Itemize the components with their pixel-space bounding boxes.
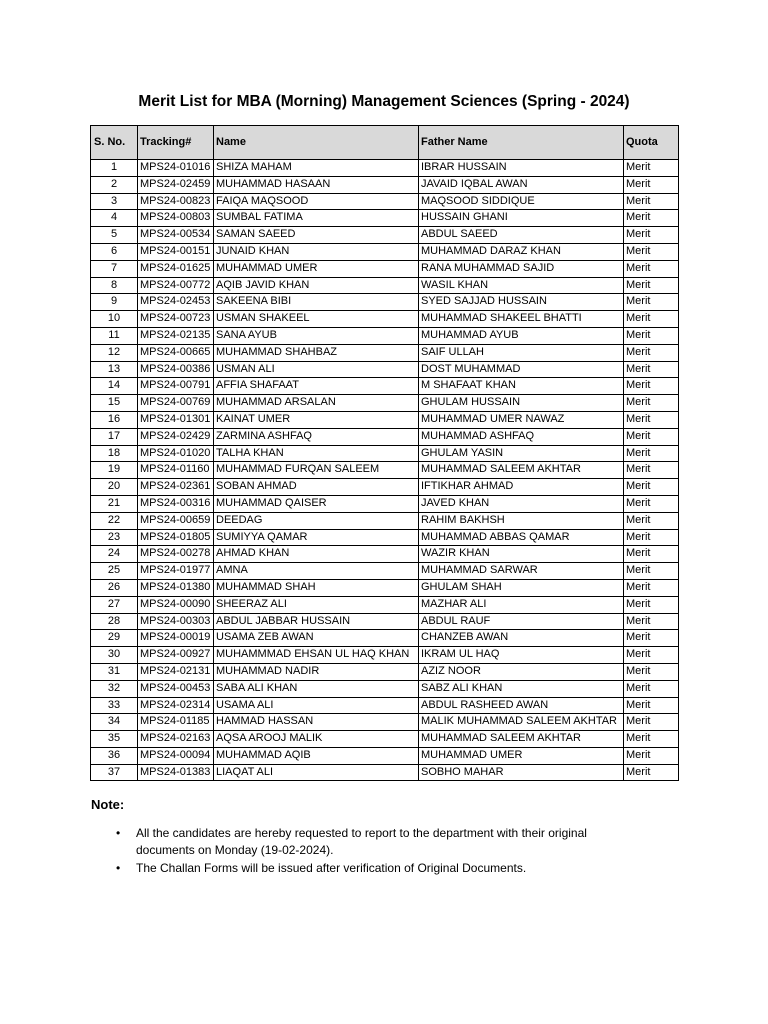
- cell-tracking: MPS24-02429: [138, 428, 214, 445]
- cell-name: MUHAMMMAD EHSAN UL HAQ KHAN: [214, 647, 419, 664]
- cell-father-name: WASIL KHAN: [419, 277, 624, 294]
- cell-name: USAMA ZEB AWAN: [214, 630, 419, 647]
- cell-name: DEEDAG: [214, 512, 419, 529]
- cell-quota: Merit: [624, 680, 679, 697]
- cell-father-name: IFTIKHAR AHMAD: [419, 479, 624, 496]
- header-tracking: Tracking#: [138, 126, 214, 160]
- cell-sno: 8: [91, 277, 138, 294]
- cell-father-name: WAZIR KHAN: [419, 546, 624, 563]
- cell-sno: 14: [91, 378, 138, 395]
- cell-quota: Merit: [624, 714, 679, 731]
- cell-tracking: MPS24-01380: [138, 579, 214, 596]
- cell-quota: Merit: [624, 277, 679, 294]
- note-item: [116, 860, 646, 877]
- cell-quota: Merit: [624, 579, 679, 596]
- cell-quota: Merit: [624, 378, 679, 395]
- table-row: [91, 160, 679, 177]
- cell-father-name: ABDUL SAEED: [419, 227, 624, 244]
- table-header-row: [91, 126, 679, 160]
- cell-name: JUNAID KHAN: [214, 243, 419, 260]
- table-row: [91, 663, 679, 680]
- cell-tracking: MPS24-02314: [138, 697, 214, 714]
- cell-name: SUMBAL FATIMA: [214, 210, 419, 227]
- notes-list: [116, 825, 646, 878]
- cell-sno: 24: [91, 546, 138, 563]
- cell-name: MUHAMMAD SHAHBAZ: [214, 344, 419, 361]
- table-row: [91, 193, 679, 210]
- cell-father-name: GHULAM SHAH: [419, 579, 624, 596]
- cell-name: SABA ALI KHAN: [214, 680, 419, 697]
- cell-sno: 32: [91, 680, 138, 697]
- table-row: [91, 647, 679, 664]
- cell-sno: 35: [91, 731, 138, 748]
- note-item: [116, 825, 646, 859]
- cell-sno: 29: [91, 630, 138, 647]
- cell-sno: 2: [91, 176, 138, 193]
- table-row: [91, 294, 679, 311]
- cell-quota: Merit: [624, 294, 679, 311]
- cell-tracking: MPS24-01625: [138, 260, 214, 277]
- cell-name: USMAN ALI: [214, 361, 419, 378]
- cell-sno: 4: [91, 210, 138, 227]
- cell-father-name: MUHAMMAD AYUB: [419, 327, 624, 344]
- cell-quota: Merit: [624, 764, 679, 781]
- cell-father-name: JAVAID IQBAL AWAN: [419, 176, 624, 193]
- cell-father-name: SYED SAJJAD HUSSAIN: [419, 294, 624, 311]
- cell-sno: 18: [91, 445, 138, 462]
- cell-quota: Merit: [624, 210, 679, 227]
- cell-tracking: MPS24-01160: [138, 462, 214, 479]
- cell-name: USAMA ALI: [214, 697, 419, 714]
- table-row: [91, 395, 679, 412]
- cell-quota: Merit: [624, 160, 679, 177]
- cell-quota: Merit: [624, 529, 679, 546]
- cell-father-name: RANA MUHAMMAD SAJID: [419, 260, 624, 277]
- cell-tracking: MPS24-01185: [138, 714, 214, 731]
- cell-name: ABDUL JABBAR HUSSAIN: [214, 613, 419, 630]
- table-row: [91, 512, 679, 529]
- cell-quota: Merit: [624, 462, 679, 479]
- table-row: [91, 260, 679, 277]
- cell-name: MUHAMMAD FURQAN SALEEM: [214, 462, 419, 479]
- table-row: [91, 731, 679, 748]
- cell-tracking: MPS24-00823: [138, 193, 214, 210]
- cell-name: MUHAMMAD ARSALAN: [214, 395, 419, 412]
- cell-father-name: ABDUL RAUF: [419, 613, 624, 630]
- cell-tracking: MPS24-00927: [138, 647, 214, 664]
- table-row: [91, 747, 679, 764]
- cell-sno: 33: [91, 697, 138, 714]
- cell-father-name: GHULAM YASIN: [419, 445, 624, 462]
- cell-father-name: RAHIM BAKHSH: [419, 512, 624, 529]
- cell-sno: 19: [91, 462, 138, 479]
- cell-sno: 30: [91, 647, 138, 664]
- cell-tracking: MPS24-02135: [138, 327, 214, 344]
- table-row: [91, 563, 679, 580]
- cell-father-name: MUHAMMAD SHAKEEL BHATTI: [419, 311, 624, 328]
- cell-quota: Merit: [624, 327, 679, 344]
- table-row: [91, 630, 679, 647]
- cell-name: ZARMINA ASHFAQ: [214, 428, 419, 445]
- table-row: [91, 579, 679, 596]
- cell-sno: 12: [91, 344, 138, 361]
- cell-sno: 36: [91, 747, 138, 764]
- cell-name: LIAQAT ALI: [214, 764, 419, 781]
- cell-quota: Merit: [624, 596, 679, 613]
- cell-tracking: MPS24-01977: [138, 563, 214, 580]
- cell-name: AFFIA SHAFAAT: [214, 378, 419, 395]
- cell-tracking: MPS24-01383: [138, 764, 214, 781]
- cell-sno: 28: [91, 613, 138, 630]
- table-row: [91, 764, 679, 781]
- table-row: [91, 227, 679, 244]
- cell-father-name: ABDUL RASHEED AWAN: [419, 697, 624, 714]
- cell-father-name: MUHAMMAD ASHFAQ: [419, 428, 624, 445]
- cell-quota: Merit: [624, 512, 679, 529]
- note-label: Note:: [91, 797, 125, 812]
- cell-father-name: M SHAFAAT KHAN: [419, 378, 624, 395]
- cell-sno: 17: [91, 428, 138, 445]
- cell-quota: Merit: [624, 546, 679, 563]
- table-row: [91, 596, 679, 613]
- cell-tracking: MPS24-01301: [138, 411, 214, 428]
- table-row: [91, 344, 679, 361]
- cell-tracking: MPS24-01016: [138, 160, 214, 177]
- cell-sno: 22: [91, 512, 138, 529]
- cell-name: FAIQA MAQSOOD: [214, 193, 419, 210]
- cell-quota: Merit: [624, 395, 679, 412]
- cell-sno: 3: [91, 193, 138, 210]
- cell-quota: Merit: [624, 630, 679, 647]
- cell-tracking: MPS24-01020: [138, 445, 214, 462]
- cell-name: SAKEENA BIBI: [214, 294, 419, 311]
- cell-father-name: CHANZEB AWAN: [419, 630, 624, 647]
- cell-tracking: MPS24-02361: [138, 479, 214, 496]
- cell-name: MUHAMMAD NADIR: [214, 663, 419, 680]
- cell-father-name: SABZ ALI KHAN: [419, 680, 624, 697]
- cell-quota: Merit: [624, 193, 679, 210]
- cell-father-name: MUHAMMAD DARAZ KHAN: [419, 243, 624, 260]
- cell-father-name: IKRAM UL HAQ: [419, 647, 624, 664]
- cell-father-name: MUHAMMAD SARWAR: [419, 563, 624, 580]
- cell-name: SHIZA MAHAM: [214, 160, 419, 177]
- cell-name: MUHAMMAD HASAAN: [214, 176, 419, 193]
- cell-father-name: MUHAMMAD UMER: [419, 747, 624, 764]
- cell-name: HAMMAD HASSAN: [214, 714, 419, 731]
- cell-quota: Merit: [624, 311, 679, 328]
- cell-father-name: MUHAMMAD ABBAS QAMAR: [419, 529, 624, 546]
- cell-quota: Merit: [624, 495, 679, 512]
- table-row: [91, 378, 679, 395]
- cell-father-name: JAVED KHAN: [419, 495, 624, 512]
- table-row: [91, 176, 679, 193]
- cell-tracking: MPS24-00791: [138, 378, 214, 395]
- cell-name: MUHAMMAD UMER: [214, 260, 419, 277]
- cell-father-name: MAQSOOD SIDDIQUE: [419, 193, 624, 210]
- table-row: [91, 697, 679, 714]
- note-text: The Challan Forms will be issued after verification of Original Documents.: [136, 861, 527, 875]
- cell-father-name: DOST MUHAMMAD: [419, 361, 624, 378]
- cell-sno: 6: [91, 243, 138, 260]
- cell-quota: Merit: [624, 731, 679, 748]
- cell-tracking: MPS24-02163: [138, 731, 214, 748]
- cell-tracking: MPS24-00019: [138, 630, 214, 647]
- cell-tracking: MPS24-00090: [138, 596, 214, 613]
- table-row: [91, 546, 679, 563]
- cell-name: AQSA AROOJ MALIK: [214, 731, 419, 748]
- table-row: [91, 411, 679, 428]
- cell-name: SUMIYYA QAMAR: [214, 529, 419, 546]
- cell-tracking: MPS24-02453: [138, 294, 214, 311]
- table-row: [91, 428, 679, 445]
- cell-tracking: MPS24-02459: [138, 176, 214, 193]
- cell-quota: Merit: [624, 479, 679, 496]
- cell-name: SHEERAZ ALI: [214, 596, 419, 613]
- cell-tracking: MPS24-00151: [138, 243, 214, 260]
- cell-tracking: MPS24-01805: [138, 529, 214, 546]
- cell-father-name: MUHAMMAD UMER NAWAZ: [419, 411, 624, 428]
- cell-name: AMNA: [214, 563, 419, 580]
- cell-sno: 15: [91, 395, 138, 412]
- cell-name: USMAN SHAKEEL: [214, 311, 419, 328]
- table-row: [91, 714, 679, 731]
- cell-name: AHMAD KHAN: [214, 546, 419, 563]
- cell-quota: Merit: [624, 411, 679, 428]
- cell-tracking: MPS24-00386: [138, 361, 214, 378]
- cell-tracking: MPS24-00769: [138, 395, 214, 412]
- cell-father-name: HUSSAIN GHANI: [419, 210, 624, 227]
- note-text: All the candidates are hereby requested to report to the department with their original documents on Monday (19-02-2024).: [136, 826, 587, 857]
- cell-quota: Merit: [624, 428, 679, 445]
- cell-name: SAMAN SAEED: [214, 227, 419, 244]
- cell-quota: Merit: [624, 227, 679, 244]
- header-quota: Quota: [624, 126, 679, 160]
- cell-name: MUHAMMAD QAISER: [214, 495, 419, 512]
- table-row: [91, 479, 679, 496]
- cell-quota: Merit: [624, 747, 679, 764]
- cell-tracking: MPS24-00453: [138, 680, 214, 697]
- cell-quota: Merit: [624, 243, 679, 260]
- cell-sno: 27: [91, 596, 138, 613]
- cell-tracking: MPS24-00278: [138, 546, 214, 563]
- cell-sno: 21: [91, 495, 138, 512]
- cell-quota: Merit: [624, 697, 679, 714]
- cell-name: KAINAT UMER: [214, 411, 419, 428]
- cell-father-name: MALIK MUHAMMAD SALEEM AKHTAR: [419, 714, 624, 731]
- cell-quota: Merit: [624, 647, 679, 664]
- cell-sno: 23: [91, 529, 138, 546]
- merit-list-table: [90, 125, 679, 781]
- cell-quota: Merit: [624, 344, 679, 361]
- table-row: [91, 327, 679, 344]
- page-title: Merit List for MBA (Morning) Management Sciences (Spring - 2024): [138, 93, 630, 110]
- table-row: [91, 613, 679, 630]
- cell-tracking: MPS24-00665: [138, 344, 214, 361]
- header-sno: S. No.: [91, 126, 138, 160]
- table-row: [91, 462, 679, 479]
- cell-sno: 5: [91, 227, 138, 244]
- cell-sno: 26: [91, 579, 138, 596]
- table-row: [91, 445, 679, 462]
- cell-name: MUHAMMAD AQIB: [214, 747, 419, 764]
- cell-father-name: IBRAR HUSSAIN: [419, 160, 624, 177]
- cell-sno: 10: [91, 311, 138, 328]
- cell-father-name: MUHAMMAD SALEEM AKHTAR: [419, 731, 624, 748]
- cell-tracking: MPS24-00534: [138, 227, 214, 244]
- cell-tracking: MPS24-00803: [138, 210, 214, 227]
- bullet-icon: •: [116, 826, 121, 840]
- cell-name: SOBAN AHMAD: [214, 479, 419, 496]
- table-row: [91, 680, 679, 697]
- cell-father-name: AZIZ NOOR: [419, 663, 624, 680]
- cell-quota: Merit: [624, 613, 679, 630]
- cell-quota: Merit: [624, 445, 679, 462]
- table-row: [91, 311, 679, 328]
- cell-sno: 31: [91, 663, 138, 680]
- table-row: [91, 210, 679, 227]
- cell-sno: 9: [91, 294, 138, 311]
- cell-father-name: MUHAMMAD SALEEM AKHTAR: [419, 462, 624, 479]
- cell-name: SANA AYUB: [214, 327, 419, 344]
- cell-sno: 20: [91, 479, 138, 496]
- cell-sno: 34: [91, 714, 138, 731]
- table-row: [91, 529, 679, 546]
- bullet-icon: •: [116, 861, 121, 875]
- cell-name: MUHAMMAD SHAH: [214, 579, 419, 596]
- cell-sno: 25: [91, 563, 138, 580]
- cell-father-name: GHULAM HUSSAIN: [419, 395, 624, 412]
- cell-quota: Merit: [624, 361, 679, 378]
- cell-quota: Merit: [624, 176, 679, 193]
- cell-name: TALHA KHAN: [214, 445, 419, 462]
- cell-tracking: MPS24-00723: [138, 311, 214, 328]
- cell-sno: 37: [91, 764, 138, 781]
- cell-sno: 16: [91, 411, 138, 428]
- cell-father-name: SOBHO MAHAR: [419, 764, 624, 781]
- cell-sno: 13: [91, 361, 138, 378]
- cell-father-name: MAZHAR ALI: [419, 596, 624, 613]
- table-body: [91, 160, 679, 781]
- cell-tracking: MPS24-00659: [138, 512, 214, 529]
- cell-name: AQIB JAVID KHAN: [214, 277, 419, 294]
- cell-tracking: MPS24-00316: [138, 495, 214, 512]
- cell-tracking: MPS24-00094: [138, 747, 214, 764]
- cell-tracking: MPS24-00772: [138, 277, 214, 294]
- header-father-name: Father Name: [419, 126, 624, 160]
- header-name: Name: [214, 126, 419, 160]
- cell-quota: Merit: [624, 663, 679, 680]
- table-row: [91, 495, 679, 512]
- cell-quota: Merit: [624, 563, 679, 580]
- cell-sno: 1: [91, 160, 138, 177]
- table-row: [91, 243, 679, 260]
- table-row: [91, 361, 679, 378]
- cell-father-name: SAIF ULLAH: [419, 344, 624, 361]
- cell-tracking: MPS24-00303: [138, 613, 214, 630]
- cell-sno: 7: [91, 260, 138, 277]
- cell-sno: 11: [91, 327, 138, 344]
- cell-tracking: MPS24-02131: [138, 663, 214, 680]
- cell-quota: Merit: [624, 260, 679, 277]
- table-row: [91, 277, 679, 294]
